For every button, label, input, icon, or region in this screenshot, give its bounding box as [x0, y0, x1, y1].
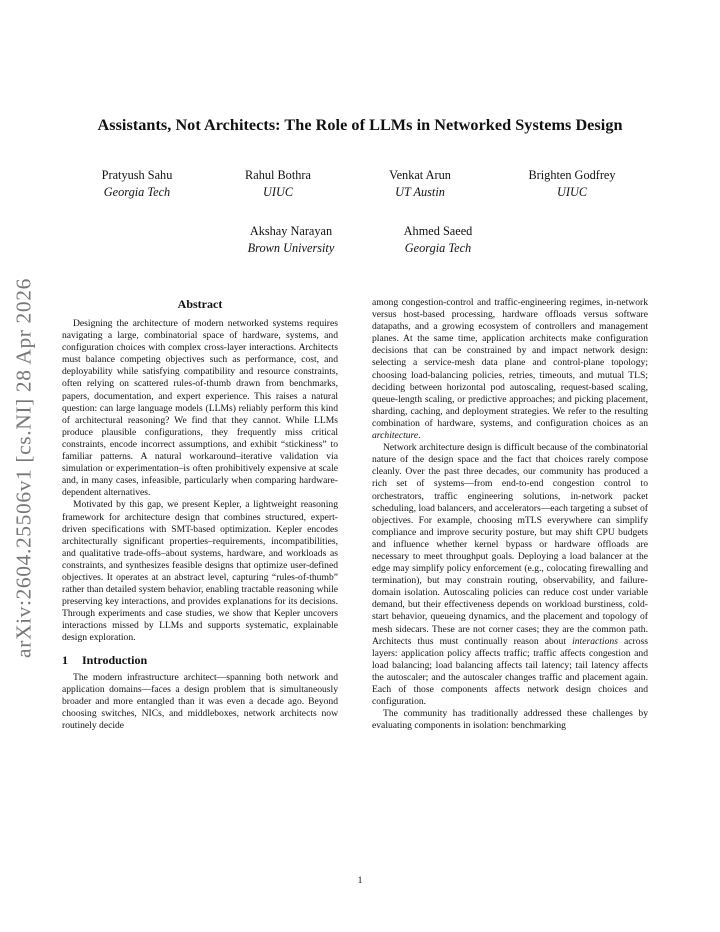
text-run: .	[418, 430, 421, 442]
author-block	[203, 167, 353, 200]
body-paragraph: The community has traditionally addressed these challenges by evaluating components in isolation: benchmarking	[372, 708, 648, 732]
section-heading	[62, 653, 338, 667]
text-run: across layers: application policy affects traffic; traffic affects congestion and load balancing; load balancing affects tail latency; tail latency affects the autoscaler; and the autoscaler changes traffic and placement again. Each of those components affects network design choices and configuration.	[372, 635, 648, 708]
section-title: Introduction	[82, 652, 148, 667]
section-number: 1	[62, 652, 68, 667]
abstract-paragraph: Motivated by this gap, we present Kepler, a lightweight reasoning framework for architecture design that combines structured, expert-driven specifications with SMT-based optimization. Kepler encodes architecturally significant properties–requirements, incompatibilities, and qualitative trade-offs–about systems, hardware, and workloads as constraints, and synthesizes feasible designs that optimize user-defined objectives. It operates at an abstract level, capturing “rules-of-thumb” rather than detailed system behavior, enabling tractable reasoning while preserving key interactions, and provides explanations for its decisions. Through experiments and case studies, we show that Kepler uncovers interactions missed by LLMs and supports systematic, explainable design exploration.	[62, 499, 338, 644]
author-name: Ahmed Saeed	[403, 224, 473, 238]
author-name: Akshay Narayan	[249, 224, 333, 238]
author-affiliation: Georgia Tech	[404, 240, 472, 255]
author-affiliation: UT Austin	[395, 184, 445, 199]
author-name: Venkat Arun	[389, 168, 451, 182]
emphasis-text: interactions	[572, 635, 618, 647]
emphasis-text: architecture	[372, 430, 419, 442]
author-affiliation: Georgia Tech	[103, 184, 171, 199]
body-paragraph	[372, 297, 648, 442]
right-column	[372, 297, 648, 732]
arxiv-stamp	[2, 262, 46, 674]
author-block	[62, 167, 212, 200]
abstract-paragraph: Designing the architecture of modern networked systems requires navigating a large, combinatorial space of hardware, systems, and configuration choices with complex cross-layer interactions. Architects must balance competing objectives such as performance, cost, and deployability while satisfying compatibility and resource constraints, often relying on scattered rules-of-thumb drawn from benchmarks, papers, documentation, and expert experience. This raises a natural question: can large language models (LLMs) reliably perform this kind of architectural reasoning? We find that they cannot. While LLMs produce plausible configurations, they frequently miss critical constraints, encode incorrect assumptions, and exhibit “stickiness” to familiar patterns. A natural workaround–iterative validation via simulation or experimentation–is often prohibitively expensive at scale and, in many cases, infeasible, particularly when comparing hardware-dependent alternatives.	[62, 318, 338, 499]
author-affiliation: Brown University	[247, 240, 335, 255]
body-paragraph	[372, 442, 648, 708]
author-affiliation: UIUC	[262, 184, 294, 199]
paper-title: Assistants, Not Architects: The Role of LLMs in Networked Systems Design	[97, 116, 623, 134]
author-name: Rahul Bothra	[245, 168, 311, 182]
author-affiliation: UIUC	[556, 184, 588, 199]
author-block	[216, 223, 366, 256]
author-block	[363, 223, 513, 256]
text-run: Network architecture design is difficult because of the combinatorial nature of the design space and the fact that choices rarely compose cleanly. Over the past three decades, our community has produced a rich set of systems—from end-to-end congestion control to orchestrators, traffic engineering solutions, in-network packet scheduling, load balancers, and accelerators—each targeting a subset of objectives. For example, choosing mTLS everywhere can simplify compliance and improve security posture, but may shift CPU budgets and influence whether kernel bypass or hardware offloads are necessary to meet throughput goals. Deploying a load balancer at the edge may simplify policy enforcement (e.g., colocating firewalling and termination), but may constrain routing, observability, and failure-domain isolation. Autoscaling policies can reduce cost under variable demand, but their effectiveness depends on workload burstiness, cold-start behavior, queueing dynamics, and the placement and topology of mesh sidecars. These are not corner cases; they are the common path. Architects thus must continually reason about	[372, 442, 648, 647]
author-block	[497, 167, 647, 200]
abstract-heading: Abstract	[177, 297, 223, 311]
page-number: 1	[357, 875, 363, 886]
text-run: among congestion-control and traffic-engineering regimes, in-network versus host-based processing, hardware offloads versus software datapaths, and a growing ecosystem of controllers and management planes. At the same time, application architects make configuration decisions that can be constrained by and impact network design: selecting a service-mesh data plane and control-plane topology; choosing load-balancing policies, retries, timeouts, and mutual TLS; deciding between horizontal pod autoscaling, request-based scaling, queue-length scaling, or predictive approaches; and picking placement, sharding, caching, and deployment strategies. We refer to the resulting combination of hardware, systems, and configuration choices as an	[372, 297, 648, 429]
body-paragraph: The modern infrastructure architect—spanning both network and application domains—faces a design problem that is simultaneously broader and more entangled than it was even a decade ago. Beyond choosing switches, NICs, and middleboxes, network architects now routinely decide	[62, 671, 338, 731]
author-name: Pratyush Sahu	[101, 168, 173, 182]
author-name: Brighten Godfrey	[528, 168, 616, 182]
author-block	[345, 167, 495, 200]
left-column	[62, 297, 338, 732]
arxiv-stamp-text: arXiv:2604.25506v1 [cs.NI] 28 Apr 2026	[11, 278, 36, 658]
